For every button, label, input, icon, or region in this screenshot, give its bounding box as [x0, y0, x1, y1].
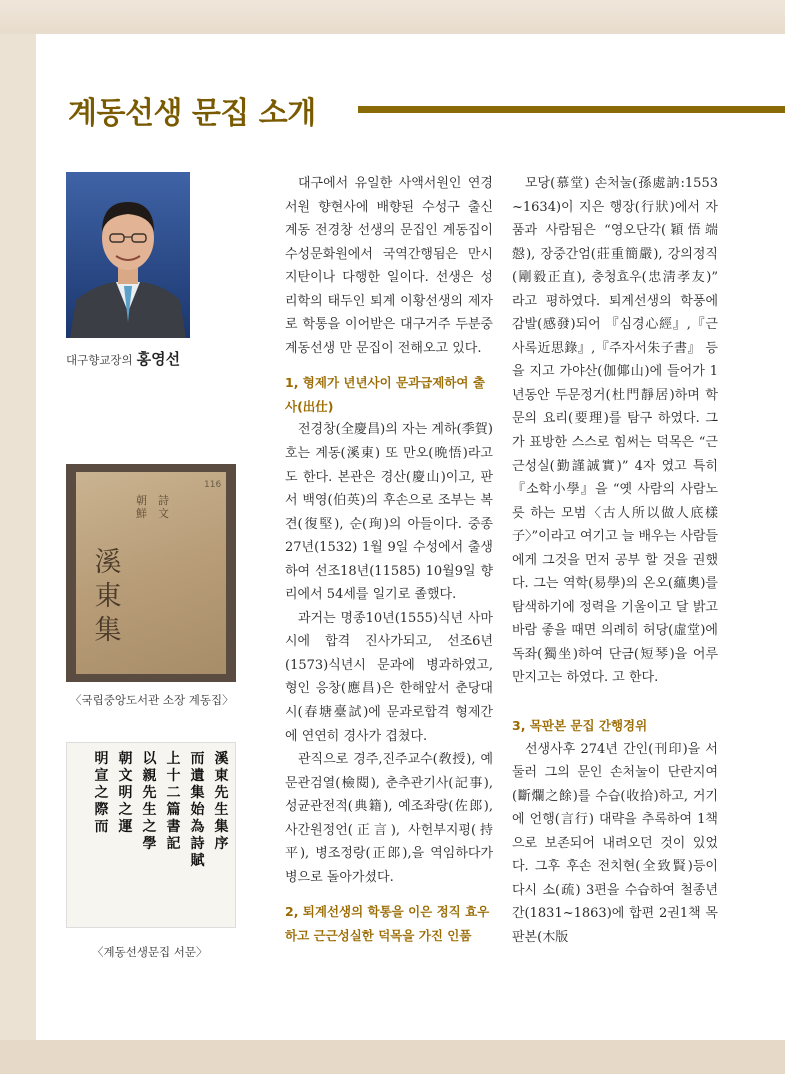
body-paragraph: 대구에서 유일한 사액서원인 연경서원 향현사에 배향된 수성구 출신 계동 전경창 선생의 문집인 계동집이 수성문화원에서 국역간행됨은 만시지탄이나 다행한 일이다. 선생은 성리학의 태두인 퇴계 이황선생의 제자로 학통을 이어받은 대구거주 두분중 계동선생 만 문집이 전해오고 있다.	[285, 176, 493, 356]
portrait-caption	[66, 348, 266, 370]
body-paragraph: 모당(慕堂) 손처눌(孫處訥:1553 ~1634)이 지은 행장(行狀)에서 자품과 사람됨은 “영오단각(穎悟端慤), 장중간엄(莊重簡嚴), 강의정직(剛毅正直), 충청효우(忠淸孝友)” 라고 평하였다. 퇴계선생의 학풍에 감발(感發)되어 『심경心經』,『근사록近思錄』,『주자서朱子書』 등을 지고 가야산(伽倻山)에 들어가 1년동안 두문정거(杜門靜居)하며 학문의 요리(要理)를 탐구 하였다. 그가 표방한 스스로 힘써는 덕목은 “근근성실(勤謹誠實)” 4자 였고 특히 『소학小學』을 “옛 사람의 사람노릇 하는 모범〈古人所以做人底樣子〉”이라고 여기고 늘 배우는 사람들에게 그것을 먼저 공부 할 것을 권했다. 그는 역학(易學)의 온오(蘊奧)를 탐색하기에 정력을 기울이고 달 밝고 바람 좋을 때면 의례히 허당(虛堂)에 독좌(獨坐)하여 단금(短琴)을 어루만지고는 하였다. 고 한다.	[512, 176, 718, 686]
author-name: 홍영선	[136, 350, 181, 368]
section-heading-1: 1, 형제가 년년사이 문과급제하여 출사(出仕)	[285, 375, 485, 414]
book-photo-caption: 〈국립중앙도서관 소장 계동집〉	[70, 693, 234, 707]
title-rule	[358, 106, 785, 113]
preface-column: 明宣之際而	[94, 751, 109, 835]
book-cover	[76, 472, 226, 674]
body-paragraph: 선생사후 274년 간인(刊印)을 서둘러 그의 문인 손처눌이 단란지여(斷爛之餘)를 수습(收拾)하고, 거기에 언행(言行) 대략을 추록하여 1책으로 보존되어 내려오던 것이 있었다. 그후 후손 전치현(全致賢)등이 다시 소(疏) 3편을 수습하여 철종년간(1831~1863)에 합편 2권1책 목판본(木版	[512, 741, 718, 945]
paragraph-gap	[285, 360, 493, 371]
book-side-label-2: 詩文	[158, 494, 169, 520]
page-bottom-margin	[0, 1040, 785, 1074]
preface-column: 上十二篇書記	[166, 751, 181, 852]
portrait-photo	[66, 172, 190, 338]
body-paragraph: 관직으로 경주,진주교수(敎授), 예문관검열(檢閱), 춘추관기사(記事), 성균관전적(典籍), 예조좌랑(佐郎), 사간원정언(正言), 사헌부지평(持平), 병조정랑(正郎),을 역임하다가 병으로 돌아가셨다.	[285, 752, 493, 885]
page-title: 계동선생 문집 소개	[68, 96, 316, 131]
body-paragraph: 과거는 명종10년(1555)식년 사마시에 합격 진사가되고, 선조6년(1573)식년시 문과에 병과하였고, 형인 응창(應昌)은 한해앞서 춘당대시(春塘臺試)에 문과로합격 형제간에 연연히 경사가 겹쳤다.	[285, 610, 493, 744]
preface-photo	[66, 742, 236, 928]
preface-column: 朝文明之運	[118, 751, 133, 835]
book-catalog-number: 116	[204, 480, 222, 490]
title-row	[68, 88, 785, 136]
book-title-label: 溪東集	[94, 547, 122, 646]
text-column-right	[512, 172, 718, 950]
author-role: 대구향교장의	[66, 353, 133, 367]
preface-column: 而遺集始為詩賦	[190, 751, 205, 869]
section-heading-3: 3, 목판본 문집 간행경위	[512, 718, 648, 734]
paragraph-gap	[512, 690, 718, 714]
book-side-label-1: 朝鮮	[136, 494, 147, 520]
book-cover-photo	[66, 464, 236, 682]
body-paragraph: 전경창(全慶昌)의 자는 계하(季賀) 호는 계동(溪東) 또 만오(晩悟)라고도 한다. 본관은 경산(慶山)이고, 판서 백영(伯英)의 후손으로 조부는 복견(復堅), 순(珣)의 아들이다. 중종27년(1532) 1월 9일 수성에서 출생하여 선조18년(11585) 10월9일 향리에서 54세를 일기로 졸했다.	[285, 422, 493, 603]
section-heading-2: 2, 퇴계선생의 학통을 이은 정직 효우하고 근근성실한 덕목을 가진 인품	[285, 904, 490, 943]
page-top-margin	[0, 0, 785, 34]
paragraph-gap	[285, 889, 493, 900]
preface-column: 以親先生之學	[142, 751, 157, 852]
portrait-illustration	[66, 172, 190, 338]
preface-photo-caption: 〈계동선생문집 서문〉	[92, 945, 208, 959]
text-column-middle	[285, 172, 493, 948]
preface-column: 溪東先生集序	[214, 751, 229, 852]
